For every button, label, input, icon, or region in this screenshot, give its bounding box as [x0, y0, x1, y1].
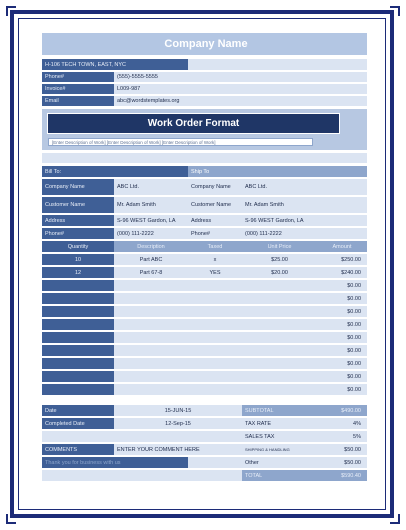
- item-amount-cell[interactable]: $0.00: [317, 384, 367, 395]
- ship-phone[interactable]: (000) 111-2222: [242, 228, 367, 239]
- sales-tax-row: SALES TAX 5%: [42, 431, 367, 442]
- table-row: [42, 306, 367, 317]
- company-address[interactable]: H-106 TECH TOWN, EAST, NYC: [42, 59, 188, 70]
- item-taxed-cell[interactable]: x: [188, 254, 242, 265]
- table-row: [42, 319, 367, 330]
- item-taxed-cell[interactable]: YES: [188, 267, 242, 278]
- item-taxed-cell[interactable]: [188, 371, 242, 382]
- frame-corner-tl: [6, 6, 16, 16]
- item-taxed-cell[interactable]: [188, 293, 242, 304]
- ship-to-header: Ship To: [188, 166, 367, 177]
- item-amount-cell[interactable]: $240.00: [317, 267, 367, 278]
- col-amount: Amount: [317, 241, 367, 252]
- item-desc-cell[interactable]: [114, 345, 188, 356]
- item-unit-cell[interactable]: [242, 319, 317, 330]
- item-unit-cell[interactable]: [242, 345, 317, 356]
- table-row: [42, 332, 367, 343]
- shipping-value[interactable]: $50.00: [317, 444, 367, 455]
- date-row: Date 15-JUN-15 SUBTOTAL $490.00: [42, 405, 367, 416]
- col-quantity: Quantity: [42, 241, 114, 252]
- table-row: [42, 345, 367, 356]
- table-row: [42, 384, 367, 395]
- item-desc-cell[interactable]: [114, 358, 188, 369]
- item-amount-cell[interactable]: $0.00: [317, 306, 367, 317]
- item-qty-cell[interactable]: [42, 332, 114, 343]
- item-unit-cell[interactable]: [242, 371, 317, 382]
- item-amount-cell[interactable]: $0.00: [317, 319, 367, 330]
- comments-field[interactable]: ENTER YOUR COMMENT HERE: [114, 444, 242, 455]
- item-qty-cell[interactable]: [42, 306, 114, 317]
- item-qty-cell[interactable]: 10: [42, 254, 114, 265]
- bill-address[interactable]: S-96 WEST Gardon, LA: [114, 215, 188, 226]
- company-address-row: [42, 59, 367, 70]
- tax-rate-value[interactable]: 4%: [317, 418, 367, 429]
- invoice-row: [42, 84, 367, 94]
- order-date[interactable]: 15-JUN-15: [114, 405, 242, 416]
- item-desc-cell[interactable]: [114, 293, 188, 304]
- item-amount-cell[interactable]: $250.00: [317, 254, 367, 265]
- bill-ship-header-row: [42, 166, 367, 177]
- ship-customer[interactable]: Mr. Adam Smith: [242, 197, 367, 213]
- work-order-banner: Work Order Format: [47, 113, 340, 134]
- item-taxed-cell[interactable]: [188, 345, 242, 356]
- invoice-label: Invoice#: [42, 84, 114, 94]
- total-row: TOTAL $590.40: [42, 470, 367, 481]
- item-qty-cell[interactable]: [42, 293, 114, 304]
- item-qty-cell[interactable]: [42, 280, 114, 291]
- item-desc-cell[interactable]: [114, 384, 188, 395]
- item-qty-cell[interactable]: [42, 371, 114, 382]
- item-taxed-cell[interactable]: [188, 306, 242, 317]
- address-row: Address S-96 WEST Gardon, LA Address S-96 WEST Gardon, LA: [42, 215, 367, 226]
- ship-company[interactable]: ABC Ltd.: [242, 179, 367, 195]
- item-amount-cell[interactable]: $0.00: [317, 332, 367, 343]
- item-desc-cell[interactable]: [114, 319, 188, 330]
- company-phone[interactable]: (555)-5555-5555: [114, 72, 367, 82]
- table-row: [42, 280, 367, 291]
- col-description: Description: [114, 241, 188, 252]
- col-taxed: Taxed: [188, 241, 242, 252]
- table-row: [42, 254, 367, 265]
- frame-corner-tr: [390, 6, 400, 16]
- frame-corner-bl: [6, 514, 16, 524]
- item-unit-cell[interactable]: $20.00: [242, 267, 317, 278]
- item-desc-cell[interactable]: Part ABC: [114, 254, 188, 265]
- items-header-row: [42, 241, 367, 252]
- item-amount-cell[interactable]: $0.00: [317, 358, 367, 369]
- subtotal-value: $490.00: [317, 405, 367, 416]
- item-taxed-cell[interactable]: [188, 358, 242, 369]
- other-value[interactable]: $50.00: [317, 457, 367, 468]
- col-unit-price: Unit Price: [242, 241, 317, 252]
- item-qty-cell[interactable]: [42, 319, 114, 330]
- thanks-row: Thank you for business with us Other $50.00: [42, 457, 367, 468]
- item-amount-cell[interactable]: $0.00: [317, 293, 367, 304]
- bill-phone[interactable]: (000) 111-2222: [114, 228, 188, 239]
- bill-ship-phone-row: Phone# (000) 111-2222 Phone# (000) 111-2222: [42, 228, 367, 239]
- company-title-row: [42, 33, 367, 55]
- item-amount-cell[interactable]: $0.00: [317, 280, 367, 291]
- frame-corner-br: [390, 514, 400, 524]
- table-row: [42, 371, 367, 382]
- item-taxed-cell[interactable]: [188, 384, 242, 395]
- table-row: [42, 358, 367, 369]
- item-amount-cell[interactable]: $0.00: [317, 371, 367, 382]
- bill-customer[interactable]: Mr. Adam Smith: [114, 197, 188, 213]
- company-name[interactable]: Company Name: [42, 33, 367, 55]
- bill-company[interactable]: ABC Ltd.: [114, 179, 188, 195]
- work-description-field[interactable]: [Enter Description of Work] [Enter Description of Work] [Enter Description of Work]: [48, 138, 313, 146]
- item-unit-cell[interactable]: [242, 293, 317, 304]
- item-desc-cell[interactable]: [114, 280, 188, 291]
- item-qty-cell[interactable]: [42, 358, 114, 369]
- phone-label: Phone#: [42, 72, 114, 82]
- completed-date-row: Completed Date 12-Sep-15 TAX RATE 4%: [42, 418, 367, 429]
- email-row: [42, 96, 367, 106]
- customer-name-row: Customer Name Mr. Adam Smith Customer Name Mr. Adam Smith: [42, 197, 367, 213]
- item-unit-cell[interactable]: [242, 384, 317, 395]
- company-phone-row: [42, 72, 367, 82]
- item-unit-cell[interactable]: [242, 306, 317, 317]
- item-unit-cell[interactable]: [242, 332, 317, 343]
- invoice-number[interactable]: L009-987: [114, 84, 367, 94]
- completed-date[interactable]: 12-Sep-15: [114, 418, 242, 429]
- thank-you-note: Thank you for business with us: [42, 457, 188, 468]
- item-amount-cell[interactable]: $0.00: [317, 345, 367, 356]
- ship-address[interactable]: S-96 WEST Gardon, LA: [242, 215, 367, 226]
- company-name-row: Company Name ABC Ltd. Company Name ABC Ltd.: [42, 179, 367, 195]
- item-qty-cell[interactable]: [42, 384, 114, 395]
- item-unit-cell[interactable]: $25.00: [242, 254, 317, 265]
- item-desc-cell[interactable]: [114, 371, 188, 382]
- item-taxed-cell[interactable]: [188, 319, 242, 330]
- table-row: [42, 267, 367, 278]
- item-qty-cell[interactable]: [42, 345, 114, 356]
- item-taxed-cell[interactable]: [188, 280, 242, 291]
- item-desc-cell[interactable]: [114, 332, 188, 343]
- item-taxed-cell[interactable]: [188, 332, 242, 343]
- item-unit-cell[interactable]: [242, 280, 317, 291]
- item-desc-cell[interactable]: [114, 306, 188, 317]
- total-value: $590.40: [317, 470, 367, 481]
- work-order-sheet: [42, 33, 367, 481]
- email-label: Email: [42, 96, 114, 106]
- company-email[interactable]: abc@wordstemplates.org: [114, 96, 367, 106]
- item-unit-cell[interactable]: [242, 358, 317, 369]
- table-row: [42, 293, 367, 304]
- comments-row: COMMENTS ENTER YOUR COMMENT HERE SHIPPING & HANDLING $50.00: [42, 444, 367, 455]
- item-qty-cell[interactable]: 12: [42, 267, 114, 278]
- bill-to-header: Bill To:: [42, 166, 188, 177]
- item-desc-cell[interactable]: Part 67-8: [114, 267, 188, 278]
- sales-tax-value[interactable]: 5%: [317, 431, 367, 442]
